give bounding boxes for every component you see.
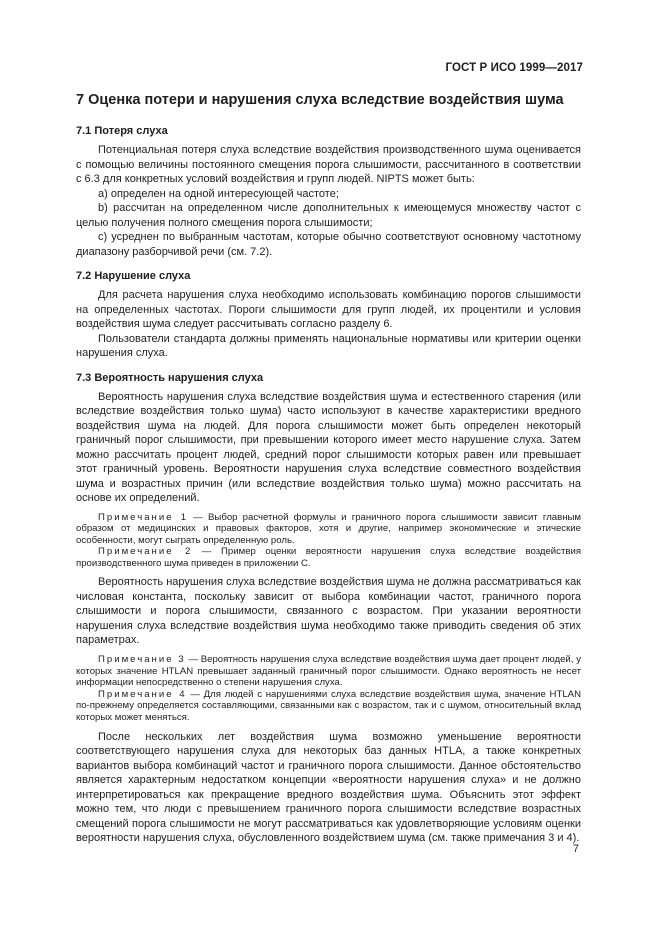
- list-item-c: c) усреднен по выбранным частотам, которые обычно соответствуют основному частотному диапазону разборчивой речи (см. 7.2).: [76, 231, 581, 258]
- paragraph: Для расчета нарушения слуха необходимо использовать комбинацию порогов слышимости на определенных частотах. Пороги слышимости для групп людей, их процентили и условия воздействия шума следует рассчитывать согласно разделу 6.: [76, 289, 581, 330]
- subsection-title-7-3: 7.3 Вероятность нарушения слуха: [76, 371, 264, 384]
- paragraph: После нескольких лет воздействия шума возможно уменьшение вероятности соответствующего нарушения слуха для некоторых баз данных HTLA, а также конкретных вариантов выбора комбинаций частот и граничного порога слышимости. Данное обстоятельство является характерным недостатком концепции «вероятности нарушения слуха» и не должно интерпретироваться как прекращение вредного воздействия шума. Объяснить этот эффект можно тем, что люди с превышением граничного порога слышимости вследствие возрастных смещений порога слышимости не могут рассматриваться как удовлетворяющие условиям оценки вероятности нарушения слуха, обусловленного воздействием шума (см. также примечания 3 и 4).: [76, 730, 581, 845]
- note-text: — Вероятность нарушения слуха вследствие воздействия шума дает процент людей, у которых значение HTLAN превышает заданный граничный порог слышимости. Однако вероятность не несет информации непосредственно о степени нарушения слуха.: [76, 653, 581, 689]
- note-text: — Для людей с нарушениями слуха вследствие воздействия шума, значение HTLAN по-прежнему определяется составляющими, связанными как с возрастом, так и с шумом, относительный вклад которых может меняться.: [76, 688, 581, 723]
- note-text: — Пример оценки вероятности нарушения слуха вследствие воздействия производственного шума приведен в приложении С.: [76, 546, 582, 569]
- paragraph: Потенциальная потеря слуха вследствие воздействия производственного шума оценивается с помощью величины постоянного смещения порога слышимости, рассчитанного в соответствии с 6.3 для конкретных условий воздействия и групп людей. NIPTS может быть:: [76, 144, 581, 185]
- note-4: [76, 689, 581, 724]
- list-item-a: a) определен на одной интересующей частоте;: [98, 187, 339, 200]
- paragraph: Вероятность нарушения слуха вследствие воздействия шума и естественного старения (или вследствие воздействия только шума) часто используют в качестве характеристики вредного воздействия шума на людей. Для порога слышимости может быть определен некоторый граничный порог слышимости, при превышении которого имеет место нарушение слуха. Затем можно рассчитать процент людей, средний порог слышимости которых равен или превышает этот граничный уровень. Вероятности нарушения слуха вследствие совместного воздействия шума и возрастных причин (или вследствие воздействия только шума) можно рассчитать на основе их определений.: [76, 390, 581, 504]
- note-3: [76, 654, 581, 689]
- standard-header: ГОСТ Р ИСО 1999—2017: [445, 62, 583, 74]
- note-label: Примечание 1: [98, 511, 189, 523]
- note-text: — Выбор расчетной формулы и граничного порога слышимости зависит главным образом от медицинских и правовых факторов, хотя и другие, например экономические и этические особенности, могут сыграть определенную роль.: [76, 511, 582, 546]
- note-label: Примечание 2: [98, 546, 193, 558]
- paragraph: Вероятность нарушения слуха вследствие воздействия шума не должна рассматриваться как числовая константа, поскольку зависит от выбора комбинации частот, граничного порога слышимости и порога слышимости, связанного с возрастом. При указании вероятности нарушения слуха вследствие воздействия шума необходимо также приводить сведения об этих параметрах.: [76, 576, 581, 647]
- list-item-b: b) рассчитан на определенном числе дополнительных к имеющемуся множеству частот с целью получения полного смещения порога слышимости;: [76, 202, 581, 229]
- page-number: 7: [572, 843, 579, 855]
- section-title: 7 Оценка потери и нарушения слуха вследствие воздействия шума: [76, 92, 564, 108]
- note-label: Примечание 4: [98, 688, 187, 700]
- note-label: Примечание 3: [98, 653, 186, 665]
- note-2: [76, 546, 581, 569]
- note-1: [76, 512, 581, 547]
- subsection-title-7-2: 7.2 Нарушение слуха: [76, 270, 191, 282]
- paragraph: Пользователи стандарта должны применять национальные нормативы или критерии оценки нарушения слуха.: [76, 332, 581, 359]
- subsection-title-7-1: 7.1 Потеря слуха: [76, 125, 168, 137]
- main-content: [76, 90, 581, 846]
